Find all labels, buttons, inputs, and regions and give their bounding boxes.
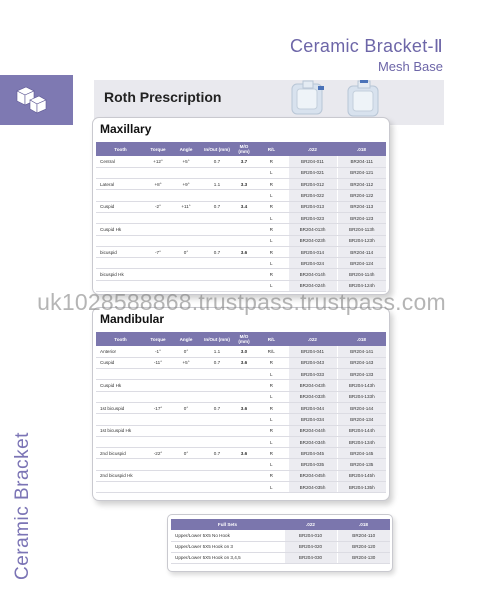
cell-tooth: Cuspid Hk <box>96 224 145 235</box>
cell-angle <box>171 369 201 380</box>
cell-torque <box>145 269 171 280</box>
cell-tooth <box>96 235 145 246</box>
cell-c018: BR204-141 <box>337 346 386 357</box>
cell-c018: BR204-145h <box>337 470 386 481</box>
cell-torque <box>145 212 171 223</box>
cell-rl: L <box>255 436 288 447</box>
cell-rl: L <box>255 258 288 269</box>
cell-c022: BR204-044 <box>288 402 337 413</box>
cell-inout <box>201 425 233 436</box>
cell-inout <box>201 269 233 280</box>
cell-name: Upper/Lower 5X5 No Hook <box>171 530 284 541</box>
cell-angle <box>171 167 201 178</box>
brand-subtitle: Mesh Base <box>377 59 443 74</box>
col-022: .022 <box>288 332 337 346</box>
bracket-icon <box>14 83 48 115</box>
brand-title: Ceramic Bracket-Ⅱ <box>290 36 443 56</box>
cell-c018: BR204-122 <box>337 190 386 201</box>
cell-tooth: Central <box>96 156 145 167</box>
cell-tooth: bicuspid <box>96 246 145 257</box>
cell-angle <box>171 391 201 402</box>
cell-torque <box>145 459 171 470</box>
cell-mo <box>233 258 255 269</box>
cell-tooth <box>96 212 145 223</box>
table-row <box>96 346 386 357</box>
cell-tooth: Anterior <box>96 346 145 357</box>
cell-c022: BR204-033 <box>288 369 337 380</box>
col-022: .022 <box>284 519 337 530</box>
cell-torque <box>145 235 171 246</box>
cell-rl: R <box>255 246 288 257</box>
cell-angle: 0° <box>171 346 201 357</box>
cell-c022: BR204-044h <box>288 425 337 436</box>
cell-c018: BR204-143 <box>337 357 386 368</box>
cell-c018: BR204-113h <box>337 224 386 235</box>
table-row <box>96 201 386 212</box>
cell-tooth: bicuspid Hk <box>96 269 145 280</box>
cell-angle <box>171 459 201 470</box>
cell-tooth <box>96 369 145 380</box>
cell-c018: BR204-133 <box>337 369 386 380</box>
cell-torque: -11° <box>145 357 171 368</box>
cell-c022: BR204-035h <box>288 482 337 493</box>
cell-c022: BR204-045 <box>288 448 337 459</box>
cell-mo: 3.6 <box>233 246 255 257</box>
col-angle: Angle <box>171 332 201 346</box>
cell-mo: 3.3 <box>233 179 255 190</box>
cell-rl: L <box>255 167 288 178</box>
maxillary-table <box>96 142 386 292</box>
cell-c018: BR204-121 <box>337 167 386 178</box>
cell-torque <box>145 470 171 481</box>
cell-rl: R <box>255 156 288 167</box>
cell-c018: BR204-123 <box>337 212 386 223</box>
cell-mo <box>233 369 255 380</box>
table-row <box>96 391 386 402</box>
cell-tooth: Cuspid Hk <box>96 380 145 391</box>
cell-c018: BR204-124h <box>337 280 386 291</box>
table-header-row <box>96 142 386 156</box>
cell-torque <box>145 369 171 380</box>
cell-angle <box>171 380 201 391</box>
cell-mo <box>233 269 255 280</box>
table-row <box>96 448 386 459</box>
cell-angle <box>171 212 201 223</box>
cell-c022: BR204-034h <box>288 436 337 447</box>
cell-inout <box>201 212 233 223</box>
table-row <box>96 246 386 257</box>
cell-inout <box>201 258 233 269</box>
cell-c022: BR204-023h <box>288 235 337 246</box>
cell-mo <box>233 470 255 481</box>
cell-mo <box>233 235 255 246</box>
cell-rl: L <box>255 369 288 380</box>
cell-torque: +8° <box>145 179 171 190</box>
cell-inout <box>201 414 233 425</box>
table-row <box>96 235 386 246</box>
cell-torque <box>145 425 171 436</box>
cell-c022: BR204-021 <box>288 167 337 178</box>
col-022: .022 <box>288 142 337 156</box>
cell-angle <box>171 190 201 201</box>
table-row <box>171 541 390 552</box>
col-mo: M/O (mm) <box>233 142 255 156</box>
cell-angle: 0° <box>171 402 201 413</box>
cell-rl: L <box>255 212 288 223</box>
table-header-row <box>171 519 390 530</box>
cell-c018: BR204-124 <box>337 258 386 269</box>
cell-c022: BR204-010 <box>284 530 337 541</box>
table-row <box>96 482 386 493</box>
cell-c018: BR204-112 <box>337 179 386 190</box>
cell-mo: 3.0 <box>233 346 255 357</box>
product-image-bracket <box>288 78 328 120</box>
cell-rl: L <box>255 280 288 291</box>
cell-torque <box>145 436 171 447</box>
cell-torque: +12° <box>145 156 171 167</box>
cell-inout: 0.7 <box>201 246 233 257</box>
table-header-row <box>96 332 386 346</box>
cell-angle: +9° <box>171 179 201 190</box>
cell-mo <box>233 459 255 470</box>
cell-c022: BR204-034 <box>288 414 337 425</box>
cell-c018: BR204-134 <box>337 414 386 425</box>
col-angle: Angle <box>171 142 201 156</box>
cell-mo: 3.6 <box>233 357 255 368</box>
cell-c022: BR204-012 <box>288 179 337 190</box>
cell-mo <box>233 436 255 447</box>
table-row <box>96 224 386 235</box>
maxillary-title: Maxillary <box>100 122 152 136</box>
col-mo: M/O (mm) <box>233 332 255 346</box>
cell-c018: BR204-114h <box>337 269 386 280</box>
cell-angle: +5° <box>171 357 201 368</box>
table-row <box>96 167 386 178</box>
cell-c018: BR204-145 <box>337 448 386 459</box>
mandibular-table <box>96 332 386 493</box>
cell-c022: BR204-014 <box>288 246 337 257</box>
cell-angle: 0° <box>171 246 201 257</box>
maxillary-card <box>92 117 390 295</box>
table-row <box>96 380 386 391</box>
cell-inout <box>201 470 233 481</box>
cell-inout <box>201 380 233 391</box>
cell-mo: 3.4 <box>233 201 255 212</box>
cell-torque <box>145 190 171 201</box>
cell-c018: BR204-133h <box>337 391 386 402</box>
cell-angle <box>171 482 201 493</box>
col-full-sets: Full Sets <box>171 519 284 530</box>
cell-rl: R <box>255 201 288 212</box>
cell-tooth: 1st bicuspid Hk <box>96 425 145 436</box>
cell-angle <box>171 269 201 280</box>
cell-c018: BR204-135h <box>337 482 386 493</box>
cell-torque: -17° <box>145 402 171 413</box>
cell-c022: BR204-014h <box>288 269 337 280</box>
side-tab <box>0 75 73 125</box>
cell-c022: BR204-013h <box>288 224 337 235</box>
table-row <box>171 530 390 541</box>
cell-rl: R <box>255 357 288 368</box>
table-row <box>96 357 386 368</box>
cell-c022: BR204-043 <box>288 357 337 368</box>
cell-rl: L <box>255 391 288 402</box>
cell-name: Upper/Lower 5X5 Hook on 3 <box>171 541 284 552</box>
cell-tooth <box>96 391 145 402</box>
cell-rl: L <box>255 482 288 493</box>
cell-angle <box>171 414 201 425</box>
cell-tooth <box>96 436 145 447</box>
cell-c018: BR204-134h <box>337 436 386 447</box>
cell-tooth: Lateral <box>96 179 145 190</box>
cell-rl: R <box>255 380 288 391</box>
cell-c018: BR204-130 <box>337 552 390 563</box>
cell-rl: R <box>255 179 288 190</box>
cell-mo <box>233 167 255 178</box>
cell-c018: BR204-143h <box>337 380 386 391</box>
cell-inout <box>201 167 233 178</box>
cell-rl: R <box>255 402 288 413</box>
cell-torque <box>145 414 171 425</box>
col-tooth: Tooth <box>96 142 145 156</box>
cell-angle <box>171 224 201 235</box>
col-inout: In/Out (mm) <box>201 142 233 156</box>
cell-rl: L <box>255 459 288 470</box>
cell-c022: BR204-013 <box>288 201 337 212</box>
cell-inout: 0.7 <box>201 357 233 368</box>
cell-tooth: 2nd bicuspid <box>96 448 145 459</box>
cell-inout: 0.7 <box>201 201 233 212</box>
cell-torque <box>145 380 171 391</box>
cell-c018: BR204-144 <box>337 402 386 413</box>
table-row <box>96 369 386 380</box>
cell-torque <box>145 224 171 235</box>
cell-inout <box>201 391 233 402</box>
cell-c022: BR204-024h <box>288 280 337 291</box>
cell-tooth <box>96 459 145 470</box>
cell-inout <box>201 459 233 470</box>
col-inout: In/Out (mm) <box>201 332 233 346</box>
cell-angle <box>171 425 201 436</box>
full-sets-table <box>171 519 390 564</box>
cell-rl: L <box>255 414 288 425</box>
cell-c022: BR204-030 <box>284 552 337 563</box>
cell-rl: R <box>255 224 288 235</box>
cell-tooth <box>96 190 145 201</box>
cell-tooth: Cuspid <box>96 357 145 368</box>
cell-inout: 0.7 <box>201 402 233 413</box>
table-row <box>96 212 386 223</box>
section-title: Roth Prescription <box>104 89 222 105</box>
cell-tooth <box>96 482 145 493</box>
table-row <box>96 425 386 436</box>
cell-c018: BR204-123h <box>337 235 386 246</box>
col-rl: R/L <box>255 332 288 346</box>
col-tooth: Tooth <box>96 332 145 346</box>
product-image-bracket-hook <box>344 78 384 120</box>
cell-c022: BR204-033h <box>288 391 337 402</box>
cell-inout <box>201 224 233 235</box>
cell-rl: L <box>255 235 288 246</box>
cell-c022: BR204-041 <box>288 346 337 357</box>
table-row <box>96 269 386 280</box>
cell-angle <box>171 470 201 481</box>
cell-torque <box>145 258 171 269</box>
cell-c018: BR204-135 <box>337 459 386 470</box>
cell-c022: BR204-022 <box>288 190 337 201</box>
cell-torque: -22° <box>145 448 171 459</box>
cell-angle <box>171 258 201 269</box>
cell-mo <box>233 414 255 425</box>
cell-tooth: 1st bicuspid <box>96 402 145 413</box>
cell-mo <box>233 224 255 235</box>
cell-c022: BR204-045h <box>288 470 337 481</box>
table-row <box>96 258 386 269</box>
cell-torque <box>145 391 171 402</box>
col-018: .018 <box>337 519 390 530</box>
table-row <box>96 459 386 470</box>
cell-inout <box>201 235 233 246</box>
cell-mo <box>233 212 255 223</box>
cell-inout: 1.1 <box>201 346 233 357</box>
cell-inout <box>201 190 233 201</box>
cell-c022: BR204-024 <box>288 258 337 269</box>
cell-rl: L <box>255 190 288 201</box>
cell-mo: 3.6 <box>233 402 255 413</box>
cell-inout <box>201 482 233 493</box>
cell-inout: 0.7 <box>201 156 233 167</box>
cell-tooth: 2nd bicuspid Hk <box>96 470 145 481</box>
table-row <box>96 190 386 201</box>
cell-rl: R <box>255 470 288 481</box>
cell-inout <box>201 436 233 447</box>
cell-torque <box>145 167 171 178</box>
cell-mo <box>233 391 255 402</box>
table-row <box>96 470 386 481</box>
mandibular-card <box>92 307 390 501</box>
cell-angle <box>171 436 201 447</box>
cell-mo <box>233 380 255 391</box>
cell-rl: R <box>255 425 288 436</box>
cell-inout <box>201 369 233 380</box>
cell-torque: -1° <box>145 346 171 357</box>
table-row <box>96 179 386 190</box>
col-torque: Torque <box>145 332 171 346</box>
table-row <box>171 552 390 563</box>
table-row <box>96 436 386 447</box>
col-018: .018 <box>337 332 386 346</box>
cell-mo: 3.7 <box>233 156 255 167</box>
cell-torque <box>145 482 171 493</box>
cell-c018: BR204-144h <box>337 425 386 436</box>
cell-mo <box>233 482 255 493</box>
cell-torque: -2° <box>145 201 171 212</box>
cell-c022: BR204-035 <box>288 459 337 470</box>
full-sets-card <box>167 514 393 572</box>
cell-mo: 3.6 <box>233 448 255 459</box>
cell-c018: BR204-110 <box>337 530 390 541</box>
cell-tooth <box>96 167 145 178</box>
cell-c022: BR204-023 <box>288 212 337 223</box>
cell-name: Upper/Lower 5X5 Hook on 3,4,5 <box>171 552 284 563</box>
cell-c018: BR204-120 <box>337 541 390 552</box>
cell-c018: BR204-114 <box>337 246 386 257</box>
watermark: uk1028588868.trustpass.trustpass.com <box>37 289 446 315</box>
cell-angle: +5° <box>171 156 201 167</box>
cell-c018: BR204-111 <box>337 156 386 167</box>
cell-c022: BR204-020 <box>284 541 337 552</box>
mandibular-title: Mandibular <box>100 312 165 326</box>
cell-tooth: Cuspid <box>96 201 145 212</box>
cell-torque: -7° <box>145 246 171 257</box>
vertical-label: Ceramic Bracket <box>12 432 33 580</box>
col-rl: R/L <box>255 142 288 156</box>
cell-rl: R/L <box>255 346 288 357</box>
cell-mo <box>233 190 255 201</box>
cell-mo <box>233 425 255 436</box>
cell-tooth <box>96 414 145 425</box>
table-row <box>96 402 386 413</box>
cell-angle: 0° <box>171 448 201 459</box>
col-018: .018 <box>337 142 386 156</box>
cell-inout: 1.1 <box>201 179 233 190</box>
cell-angle <box>171 235 201 246</box>
col-torque: Torque <box>145 142 171 156</box>
cell-c018: BR204-113 <box>337 201 386 212</box>
cell-angle: +11° <box>171 201 201 212</box>
cell-rl: R <box>255 269 288 280</box>
cell-rl: R <box>255 448 288 459</box>
cell-c022: BR204-011 <box>288 156 337 167</box>
cell-c022: BR204-043h <box>288 380 337 391</box>
cell-tooth <box>96 258 145 269</box>
table-row <box>96 414 386 425</box>
cell-inout: 0.7 <box>201 448 233 459</box>
table-row <box>96 156 386 167</box>
